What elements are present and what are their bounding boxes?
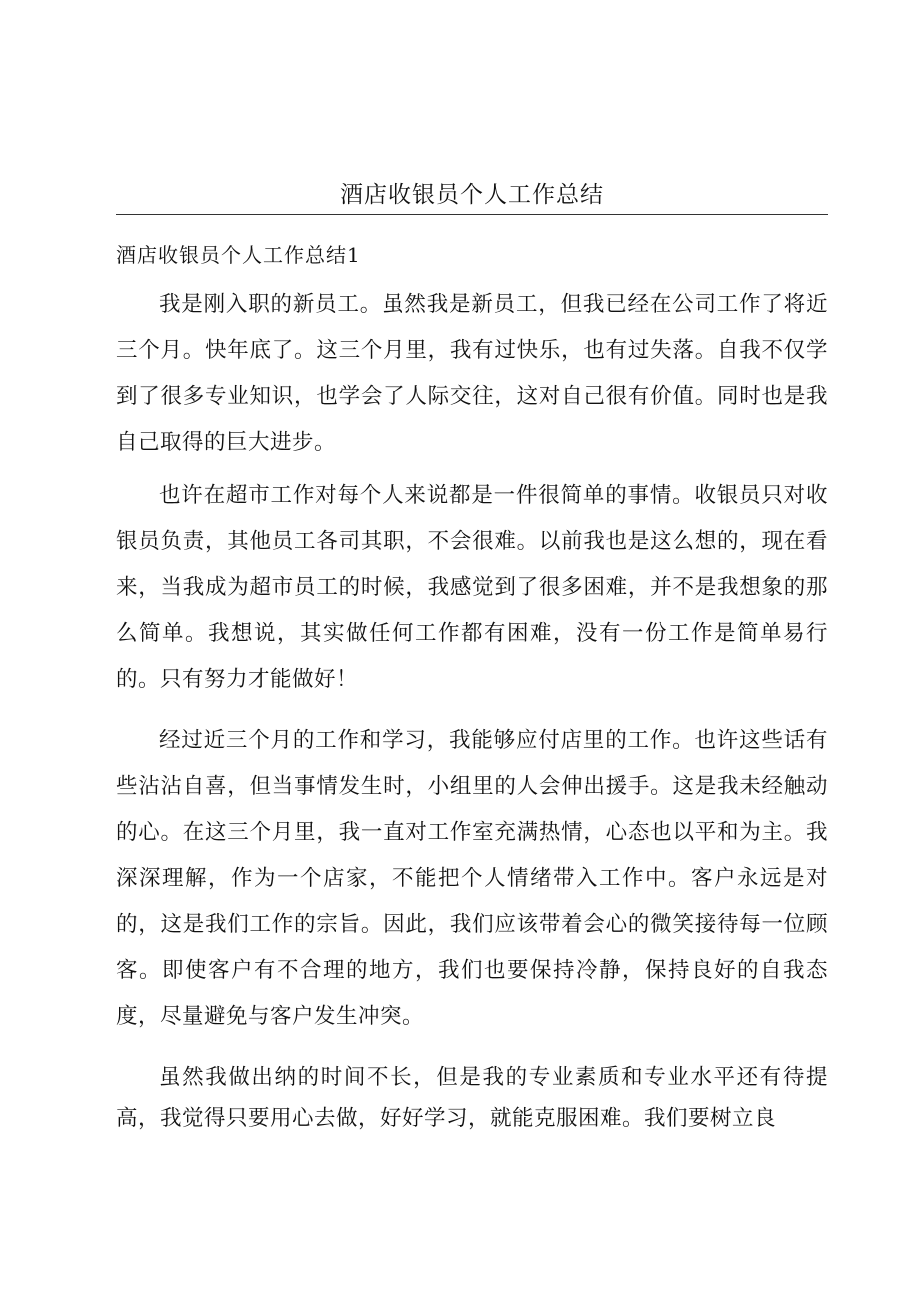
paragraph-3: 经过近三个月的工作和学习，我能够应付店里的工作。也许这些话有些沾沾自喜，但当事情发生时，小组里的人会伸出援手。这是我未经触动的心。在这三个月里，我一直对工作室充满热情，心态也以平和为主。我深深理解，作为一个店家，不能把个人情绪带入工作中。客户永远是对的，这是我们工作的宗旨。因此，我们应该带着会心的微笑接待每一位顾客。即使客户有不合理的地方，我们也要保持冷静，保持良好的自我态度，尽量避免与客户发生冲突。: [116, 728, 828, 1029]
paragraph-1: 我是刚入职的新员工。虽然我是新员工，但我已经在公司工作了将近三个月。快年底了。这三个月里，我有过快乐，也有过失落。自我不仅学到了很多专业知识，也学会了人际交往，这对自己很有价值。同时也是我自己取得的巨大进步。: [116, 292, 828, 455]
title-underline: [116, 214, 828, 215]
section-heading: 酒店收银员个人工作总结1: [116, 243, 361, 267]
paragraph-4: 虽然我做出纳的时间不长，但是我的专业素质和专业水平还有待提高，我觉得只要用心去做，好好学习，就能克服困难。我们要树立良: [116, 1065, 828, 1131]
document-title: 酒店收银员个人工作总结: [340, 182, 604, 208]
paragraph-2: 也许在超市工作对每个人来说都是一件很简单的事情。收银员只对收银员负责，其他员工各司其职，不会很难。以前我也是这么想的，现在看来，当我成为超市员工的时候，我感觉到了很多困难，并不是我想象的那么简单。我想说，其实做任何工作都有困难，没有一份工作是简单易行的。只有努力才能做好！: [116, 483, 828, 692]
